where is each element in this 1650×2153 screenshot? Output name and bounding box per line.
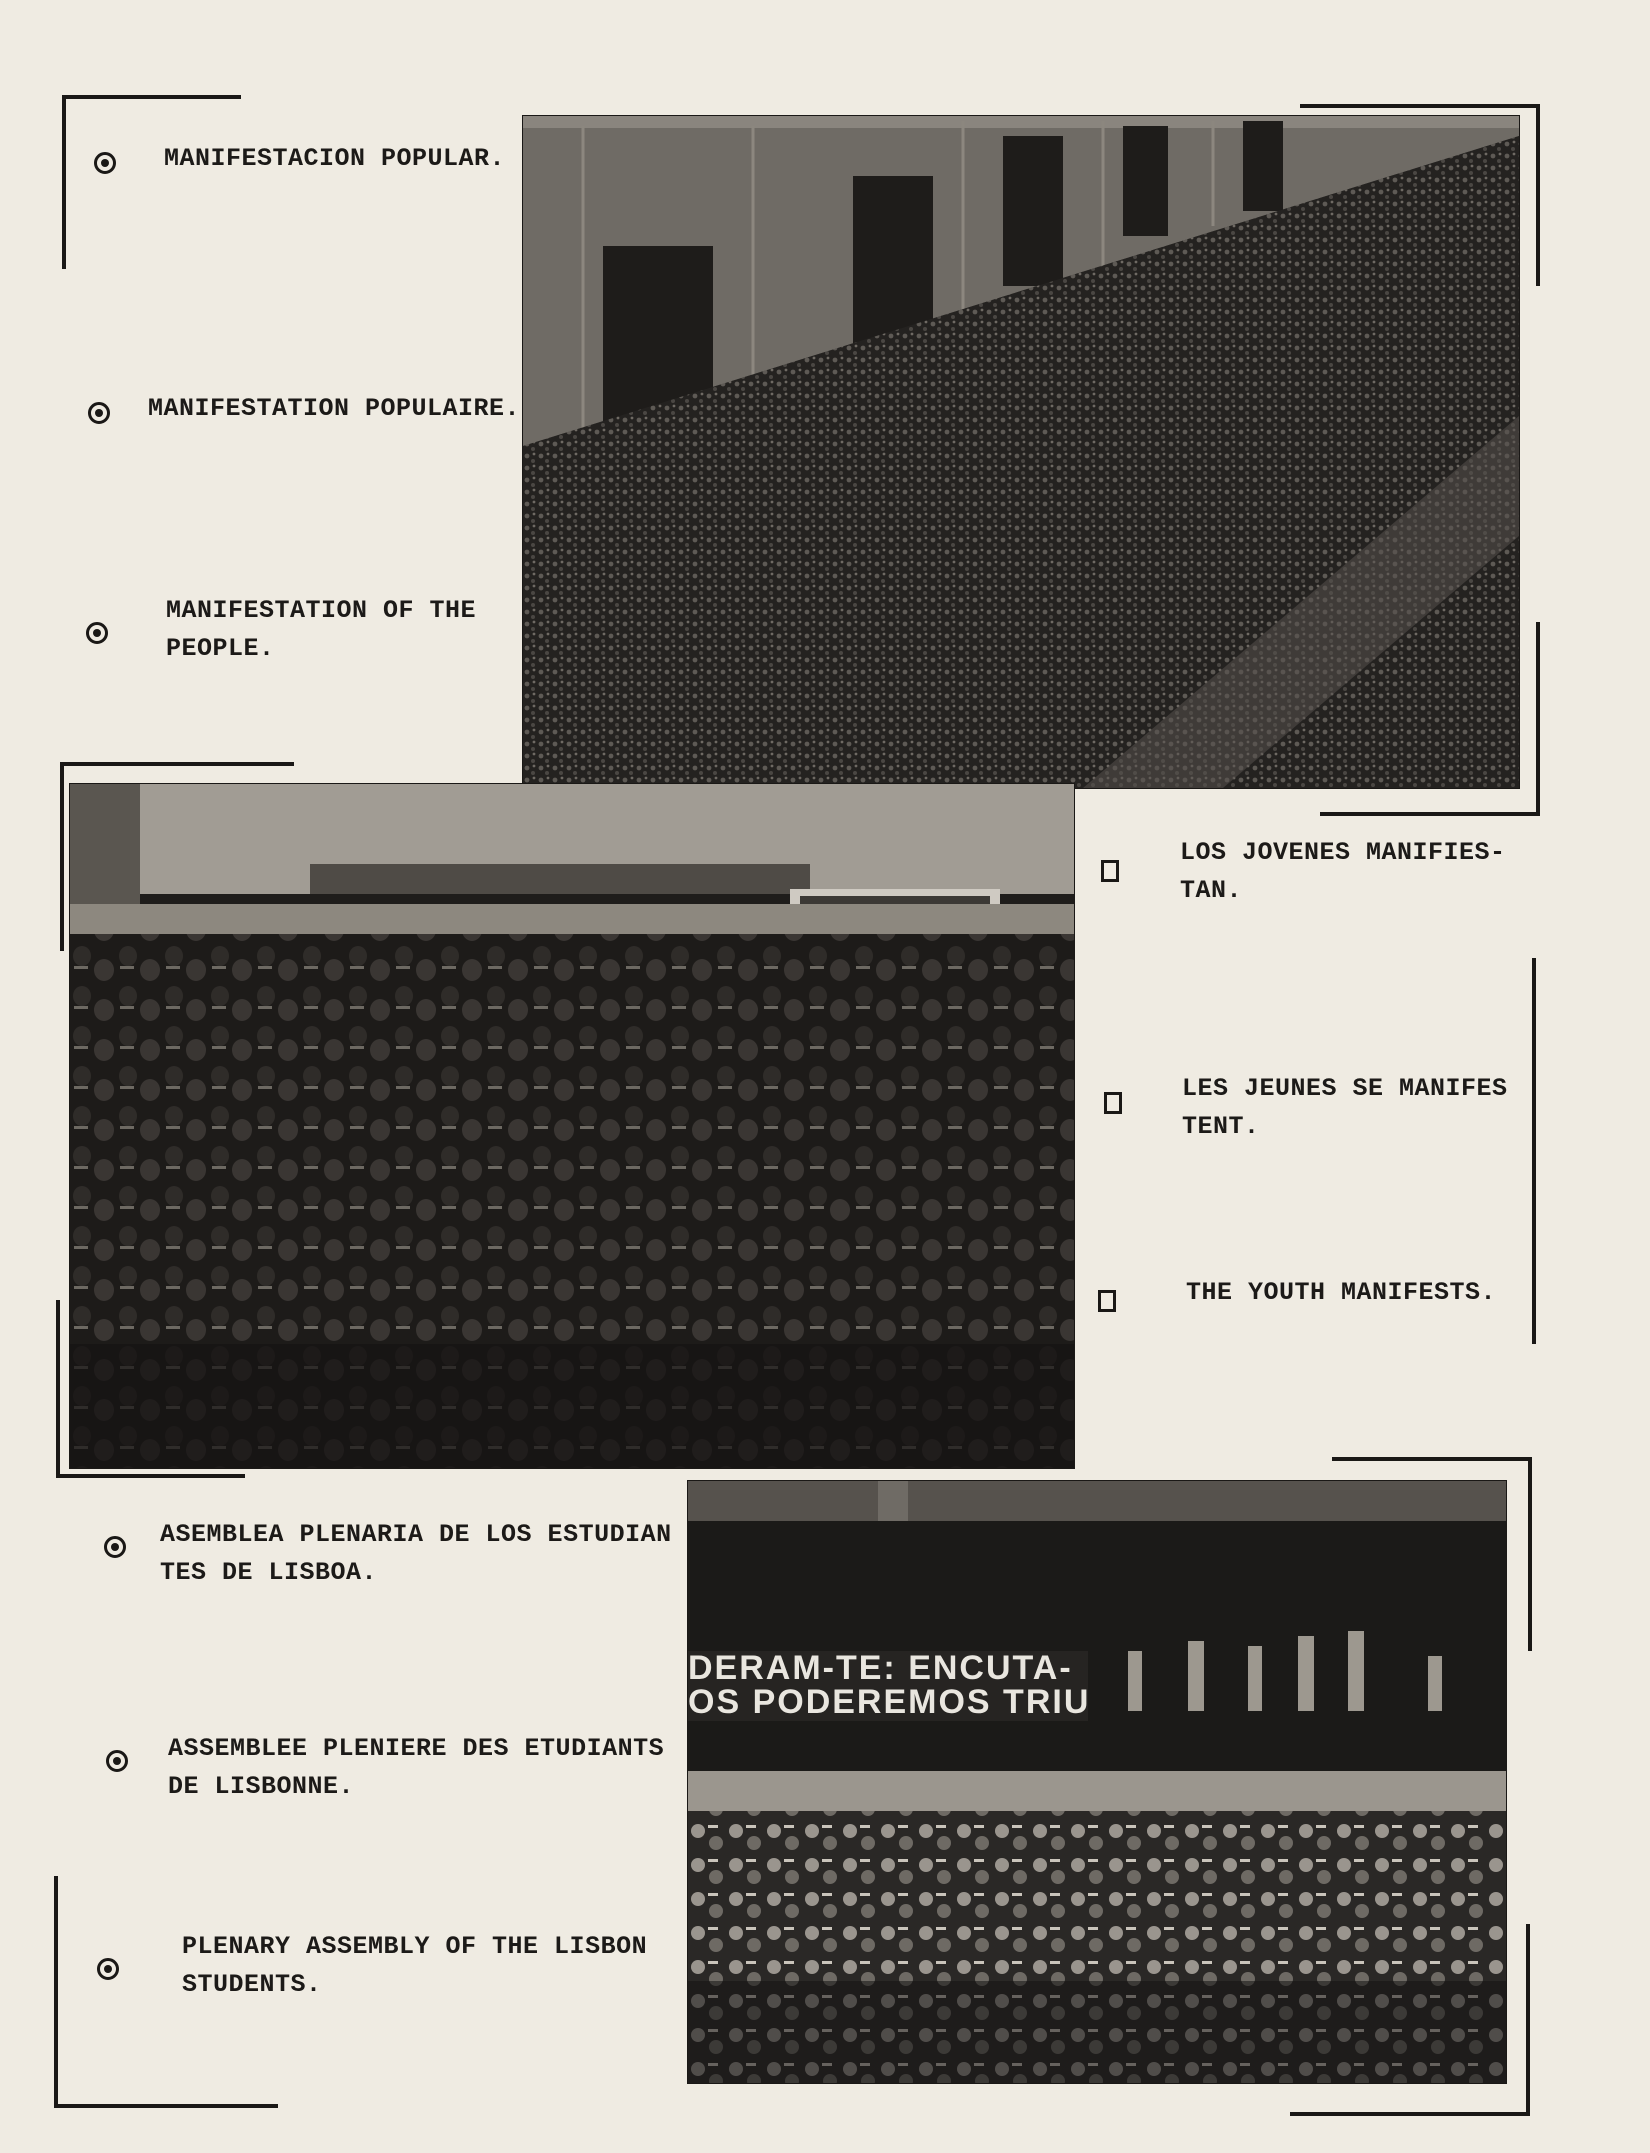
caption-line: LES JEUNES SE MANIFES [1182, 1074, 1508, 1103]
caption-bottom-english [182, 1928, 647, 2004]
caption-bottom-french [168, 1730, 664, 1806]
caption-top-spanish [164, 140, 505, 178]
caption-line: PLENARY ASSEMBLY OF THE LISBON [182, 1932, 648, 1961]
caption-line: LOS JOVENES MANIFIES- [1180, 838, 1506, 867]
caption-middle-spanish [1180, 834, 1506, 910]
caption-line: ASEMBLEA PLENARIA DE LOS ESTUDIAN [160, 1520, 672, 1549]
banner-text-line: OS PODEREMOS TRIU [688, 1683, 1091, 1721]
checkbox-square-icon [1104, 1092, 1122, 1114]
caption-top-english [166, 592, 476, 668]
photo-popular-demonstration [523, 116, 1519, 788]
bullet-icon [97, 1958, 119, 1980]
caption-line: MANIFESTATION POPULAIRE. [148, 394, 521, 423]
corner-bracket-mid-right [1528, 958, 1536, 1344]
caption-line: TES DE LISBOA. [160, 1558, 378, 1587]
checkbox-square-icon [1098, 1290, 1116, 1312]
caption-line: TENT. [1182, 1112, 1260, 1141]
caption-line: DE LISBONNE. [168, 1772, 355, 1801]
caption-line: THE YOUTH MANIFESTS. [1186, 1278, 1497, 1307]
bullet-icon [104, 1536, 126, 1558]
caption-middle-french [1182, 1070, 1508, 1146]
caption-top-french [148, 390, 520, 428]
bullet-icon [86, 622, 108, 644]
caption-bottom-spanish [160, 1516, 672, 1592]
caption-line: PEOPLE. [166, 634, 275, 663]
photo-student-assembly [688, 1481, 1506, 2083]
caption-middle-english [1186, 1274, 1496, 1312]
banner-text-line: DERAM-TE: ENCUTA- [688, 1649, 1073, 1687]
corner-bracket-top-left [62, 95, 241, 269]
caption-line: STUDENTS. [182, 1970, 322, 1999]
caption-line: TAN. [1180, 876, 1243, 905]
caption-line: MANIFESTATION OF THE [166, 596, 477, 625]
bullet-icon [94, 152, 116, 174]
bullet-icon [106, 1750, 128, 1772]
photo-youth-demonstration [70, 784, 1074, 1468]
caption-line: MANIFESTACION POPULAR. [164, 144, 506, 173]
bullet-icon [88, 402, 110, 424]
checkbox-square-icon [1101, 860, 1119, 882]
caption-line: ASSEMBLEE PLENIERE DES ETUDIANTS [168, 1734, 665, 1763]
